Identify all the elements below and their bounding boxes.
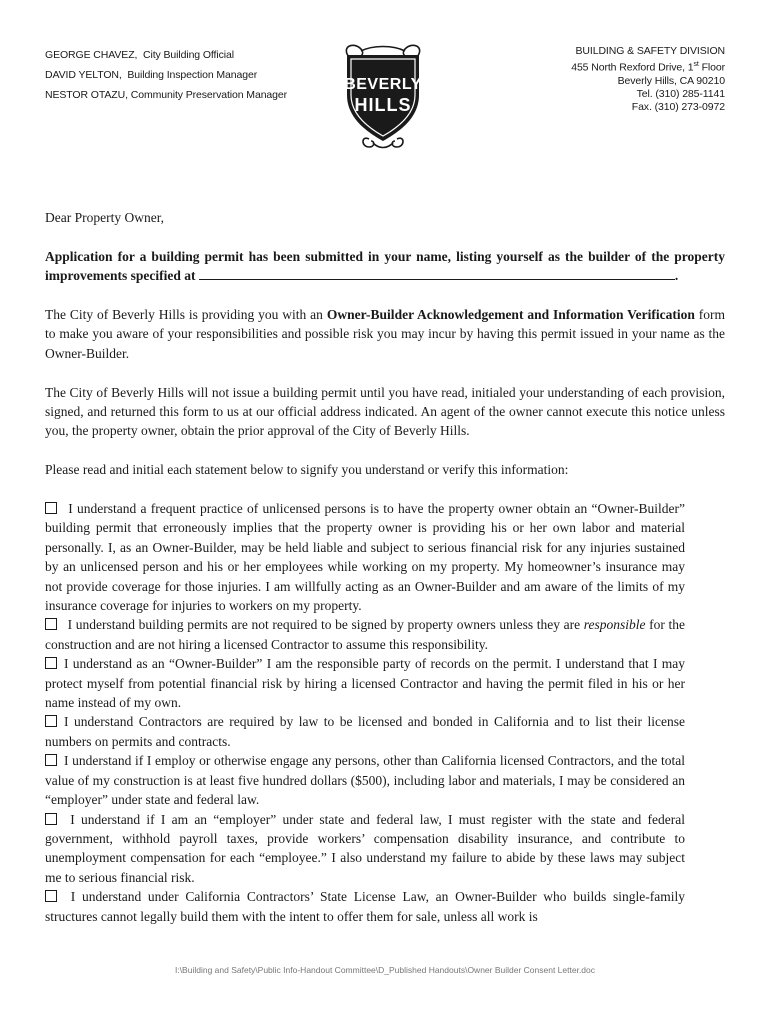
division-street	[571, 58, 725, 75]
statement-text: I understand as an “Owner-Builder” I am the responsible party of records on the permit. I understand that I may protect myself from potential financial risk by hiring a licensed Contractor and having the permit filed in his or her name instead of my own.	[45, 656, 685, 711]
initial-checkbox[interactable]	[45, 502, 57, 514]
staff-title: Community Preservation Manager	[130, 89, 288, 101]
statement-text: for the construction and are not hiring a licensed Contractor to assume this responsibility.	[45, 617, 686, 652]
staff-name: NESTOR OTAZU,	[45, 89, 128, 101]
street-text: 455 North Rexford Drive, 1	[571, 61, 694, 74]
initial-checkbox[interactable]	[45, 657, 57, 669]
paragraph-instructions: Please read and initial each statement below to signify you understand or verify this information:	[45, 462, 569, 478]
form-title: Owner-Builder Acknowledgement and Information Verification	[326, 307, 695, 322]
statement-item	[45, 887, 685, 926]
statement-text: I understand building permits are not required to be signed by property owners unless they are	[67, 617, 584, 633]
street-suffix: st	[693, 61, 699, 68]
intro-text: Application for a building permit has been submitted in your name, listing yourself as the builder of the property improvements specified at	[45, 248, 725, 284]
statement-item	[45, 810, 685, 888]
staff-name: DAVID YELTON,	[45, 69, 122, 81]
p1-pre: The City of Beverly Hills is providing you with an	[45, 307, 327, 322]
svg-text:BEVERLY: BEVERLY	[344, 76, 422, 93]
staff-list	[45, 45, 287, 105]
statement-item	[45, 654, 685, 712]
salutation: Dear Property Owner,	[45, 210, 165, 225]
p1-post: form to make you aware of your responsibilities and possible risk you may incur by having this permit issued in your name as the Owner-Builder.	[45, 307, 725, 361]
staff-row	[45, 85, 287, 105]
letter-body	[45, 208, 725, 926]
initial-checkbox[interactable]	[45, 618, 57, 630]
statement-item	[45, 751, 685, 809]
crest-shield-icon	[331, 43, 435, 153]
statement-text: I understand a frequent practice of unlicensed persons is to have the property owner obtain an “Owner-Builder” building permit that erroneously implies that the property owner is providing his or her own labor and material personally. I, as an Owner-Builder, may be held liable and subject to serious financial risk for any injuries sustained by an unlicensed person and his or her employees while working on my property. My homeowner’s insurance may not provide coverage for those injuries. I am willfully acting as an Owner-Builder and am aware of the limits of my insurance coverage for injuries to workers on my property.	[45, 501, 685, 614]
initial-checkbox[interactable]	[45, 715, 57, 727]
staff-title: City Building Official	[142, 49, 234, 61]
paragraph-permit-conditions: The City of Beverly Hills will not issue a building permit until you have read, initialed your understanding of each provision, signed, and returned this form to us at our official address indicated. An agent of the owner cannot execute this notice unless you, the property owner, obtain the prior approval of the City of Beverly Hills.	[45, 384, 725, 439]
street-floor: Floor	[698, 61, 725, 74]
division-name: BUILDING & SAFETY DIVISION	[575, 45, 725, 57]
staff-title: Building Inspection Manager	[127, 69, 258, 81]
division-fax: Fax. (310) 273-0972	[631, 100, 725, 113]
statement-text: I understand Contractors are required by law to be licensed and bonded in California and to list their license numbers on permits and contracts.	[45, 714, 685, 749]
division-address	[571, 45, 725, 114]
statement-item	[45, 499, 685, 615]
statement-item	[45, 615, 685, 654]
statement-text: I understand under California Contractors’ State License Law, an Owner-Builder who builds single-family structures cannot legally build them with the intent to offer them for sale, unless all work is	[45, 889, 685, 924]
statement-text: I understand if I am an “employer” under state and federal law, I must register with the state and federal government, withhold payroll taxes, provide workers’ compensation disability insurance, and contribute to unemployment compensation for each “employee.” I also understand my failure to abide by these laws may subject me to serious financial risk.	[45, 811, 686, 885]
staff-name: GEORGE CHAVEZ,	[45, 49, 138, 61]
paragraph-form-purpose	[45, 305, 725, 363]
city-crest-logo	[331, 43, 435, 153]
intro-paragraph	[45, 247, 725, 286]
address-blank-field[interactable]	[199, 267, 675, 280]
initial-checkbox[interactable]	[45, 754, 57, 766]
staff-row	[45, 65, 287, 85]
intro-end: .	[674, 268, 679, 284]
file-path-footer: I:\Building and Safety\Public Info-Handout Committee\D_Published Handouts\Owner Builder Consent Letter.doc	[174, 965, 596, 975]
svg-text:HILLS: HILLS	[354, 95, 412, 115]
division-tel: Tel. (310) 285-1141	[636, 87, 725, 100]
staff-row	[45, 45, 287, 65]
statement-text: I understand if I employ or otherwise engage any persons, other than California licensed Contractors, and the total value of my construction is at least five hundred dollars ($500), including labor and materials, I may be considered an “employer” under state and federal law.	[45, 753, 685, 808]
statement-emphasis: responsible	[583, 617, 646, 633]
initial-checkbox[interactable]	[45, 890, 57, 902]
initial-checkbox[interactable]	[45, 813, 57, 825]
statement-item	[45, 712, 685, 751]
division-city: Beverly Hills, CA 90210	[617, 74, 725, 87]
